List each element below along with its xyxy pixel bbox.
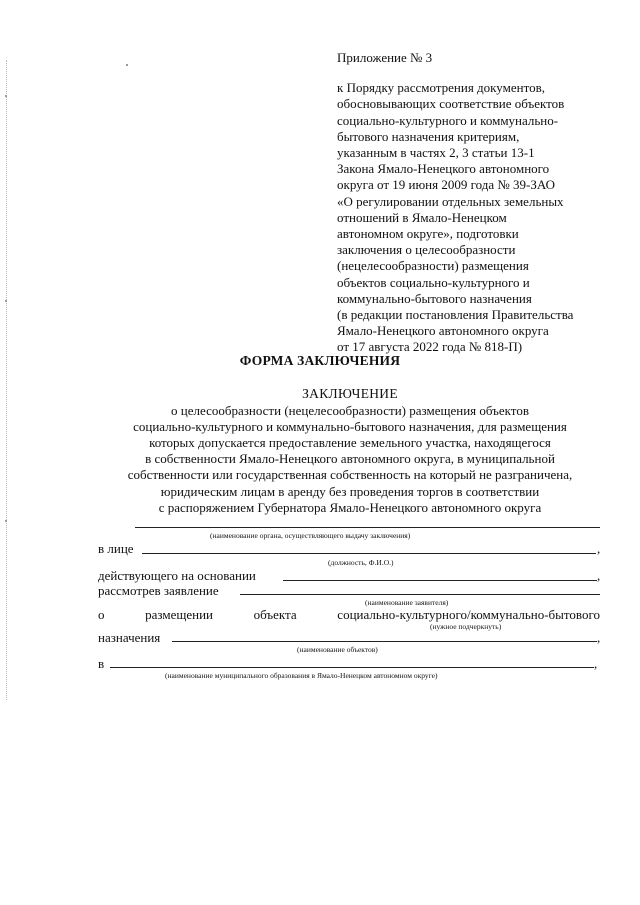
in-label: в — [98, 656, 105, 671]
considered-application-label: рассмотрев заявление — [98, 583, 219, 598]
in-person-label: в лице — [98, 541, 134, 556]
conclusion-line: которых допускается предоставление земельного участка, находящегося — [149, 435, 551, 451]
scan-dot — [5, 300, 7, 302]
appendix-line: бытового назначения критериям, — [337, 128, 520, 144]
appendix-title: Приложение № 3 — [337, 50, 433, 65]
appendix-line: от 17 августа 2022 года № 818-П) — [337, 339, 523, 355]
form-title: ФОРМА ЗАКЛЮЧЕНИЯ — [239, 353, 401, 368]
appendix-line: коммунально-бытового назначения — [337, 290, 532, 306]
municipality-name-caption: (наименование муниципального образования в Ямало-Ненецком автономном округе) — [165, 671, 438, 680]
acting-basis-field[interactable] — [283, 580, 597, 581]
conclusion-line: собственности или государственная собственность на который не разграничена, — [127, 467, 573, 483]
appendix-line: «О регулировании отдельных земельных — [337, 193, 564, 209]
conclusion-block — [80, 386, 620, 516]
appendix-block — [337, 50, 627, 356]
placement-object-type: социально-культурного/коммунально-бытового — [337, 607, 600, 622]
position-name-field[interactable] — [142, 553, 596, 554]
applicant-name-field[interactable] — [240, 594, 600, 595]
appendix-line: заключения о целесообразности — [337, 242, 516, 258]
scan-edge-marks — [6, 60, 8, 700]
appendix-line: Ямало-Ненецкого автономного округа — [337, 323, 549, 339]
placement-line — [98, 607, 600, 622]
underline-caption: (нужное подчеркнуть) — [430, 622, 502, 631]
appendix-line: (нецелесообразности) размещения — [337, 258, 529, 274]
appendix-line: социально-культурного и коммунально- — [337, 112, 559, 128]
appendix-line: указанным в частях 2, 3 статьи 13-1 — [337, 145, 535, 161]
scan-dot — [5, 95, 7, 97]
purpose-label: назначения — [98, 630, 161, 645]
appendix-line: объектов социально-культурного и — [337, 274, 530, 290]
placement-word: размещении — [145, 607, 213, 622]
conclusion-title: ЗАКЛЮЧЕНИЕ — [302, 386, 398, 401]
comma: , — [597, 568, 601, 583]
appendix-line: округа от 19 июня 2009 года № 39-ЗАО — [337, 177, 556, 193]
placement-word: о — [98, 607, 105, 622]
comma: , — [597, 541, 601, 556]
objects-name-field[interactable] — [172, 641, 597, 642]
appendix-line: Закона Ямало-Ненецкого автономного — [337, 161, 550, 177]
appendix-line: обосновывающих соответствие объектов — [337, 96, 565, 112]
placement-word: объекта — [253, 607, 297, 622]
acting-basis-label: действующего на основании — [98, 568, 256, 583]
comma: , — [594, 656, 598, 671]
position-name-caption: (должность, Ф.И.О.) — [328, 558, 394, 567]
conclusion-line: в собственности Ямало-Ненецкого автономного округа, в муниципальной — [145, 451, 555, 467]
scan-dot — [126, 64, 128, 66]
conclusion-line: социально-культурного и коммунально-бытового назначения, для размещения — [133, 419, 567, 435]
organ-name-caption: (наименование органа, осуществляющего выдачу заключения) — [210, 531, 411, 540]
comma: , — [597, 630, 601, 645]
municipality-name-field[interactable] — [110, 667, 594, 668]
organ-name-field[interactable] — [135, 527, 600, 528]
conclusion-line: юридическим лицам в аренду без проведения торгов в соответствии — [160, 483, 540, 499]
appendix-line: автономном округе», подготовки — [337, 226, 519, 242]
scan-dot — [5, 520, 7, 522]
appendix-line: к Порядку рассмотрения документов, — [337, 80, 545, 96]
conclusion-line: с распоряжением Губернатора Ямало-Ненецкого автономного округа — [158, 499, 542, 515]
objects-name-caption: (наименование объектов) — [297, 645, 378, 654]
conclusion-line: о целесообразности (нецелесообразности) размещения объектов — [171, 403, 529, 419]
appendix-line: отношений в Ямало-Ненецком — [337, 209, 507, 225]
applicant-name-caption: (наименование заявителя) — [365, 598, 449, 607]
appendix-line: (в редакции постановления Правительства — [337, 307, 574, 323]
